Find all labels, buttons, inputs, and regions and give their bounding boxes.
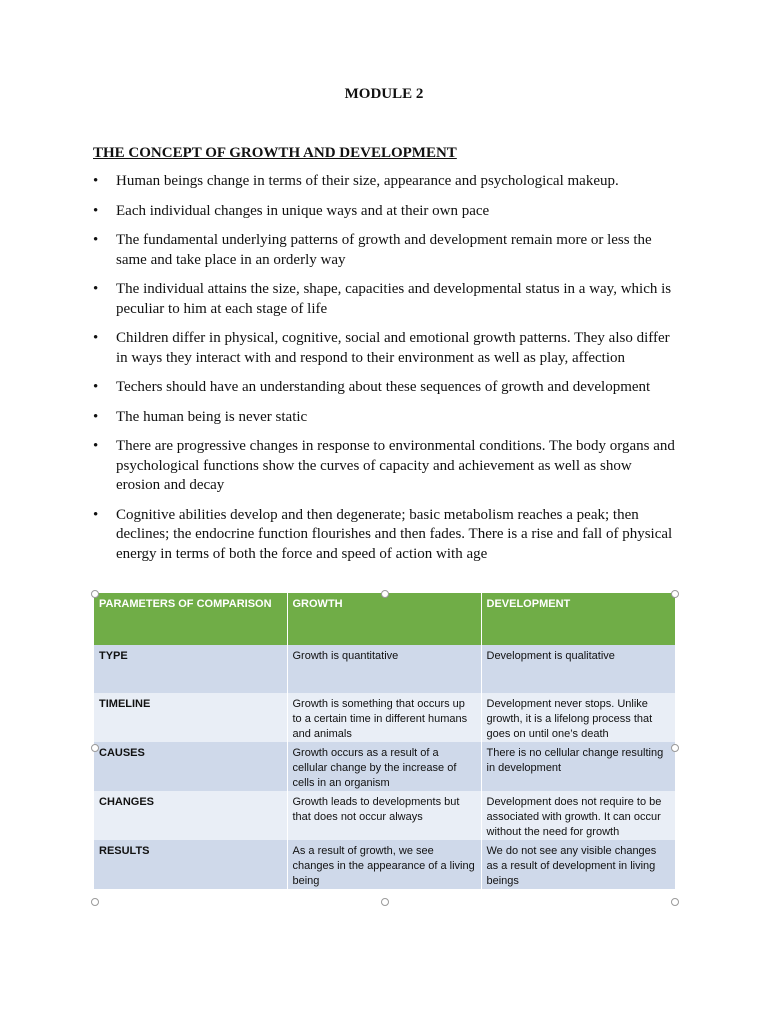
bullet-list: [93, 172, 678, 574]
table-row: [94, 742, 675, 791]
bullet-text: The fundamental underlying patterns of growth and development remain more or less the same and take place in an orderly way: [116, 232, 652, 268]
param-cell: TIMELINE: [94, 693, 287, 742]
param-cell: CAUSES: [94, 742, 287, 791]
development-cell: There is no cellular change resulting in development: [481, 742, 675, 791]
param-cell: CHANGES: [94, 791, 287, 840]
header-development: DEVELOPMENT: [481, 593, 675, 645]
bullet-text: The individual attains the size, shape, capacities and developmental status in a way, which is peculiar to him at each stage of life: [116, 281, 672, 317]
development-cell: We do not see any visible changes as a result of development in living beings: [481, 840, 675, 889]
resize-handle-bottom-right[interactable]: [671, 898, 679, 906]
bullet-text: Human beings change in terms of their size, appearance and psychological makeup.: [116, 173, 619, 189]
table-header-row: [94, 593, 675, 645]
bullet-text: Children differ in physical, cognitive, social and emotional growth patterns. They also differ in ways they interact with and respond to their environment as well as play, affection: [116, 330, 670, 366]
bullet-item: [93, 202, 678, 222]
bullet-dot: •: [93, 232, 99, 248]
bullet-item: [93, 437, 678, 496]
growth-cell: Growth leads to developments but that does not occur always: [287, 791, 481, 840]
comparison-table: [94, 593, 676, 889]
bullet-text: Each individual changes in unique ways and at their own pace: [116, 202, 490, 219]
bullet-item: [93, 280, 678, 319]
header-growth: GROWTH: [287, 593, 481, 645]
bullet-text: There are progressive changes in response to environmental conditions. The body organs and psychological functions show the curves of capacity and achievement as well as show erosion and decay: [116, 438, 675, 493]
bullet-dot: •: [93, 173, 99, 189]
table-row: [94, 840, 675, 889]
header-parameters: PARAMETERS OF COMPARISON: [94, 593, 287, 645]
resize-handle-top-center[interactable]: [381, 590, 389, 598]
development-cell: Development never stops. Unlike growth, it is a lifelong process that goes on until one’s death: [481, 693, 675, 742]
comparison-table-image[interactable]: [94, 593, 675, 902]
growth-cell: Growth is quantitative: [287, 645, 481, 693]
resize-handle-middle-left[interactable]: [91, 744, 99, 752]
resize-handle-top-right[interactable]: [671, 590, 679, 598]
bullet-text: Cognitive abilities develop and then degenerate; basic metabolism reaches a peak; then declines; the endocrine function flourishes and then fades. There is a rise and fall of physical energy in terms of both the force and speed of action with age: [116, 506, 673, 562]
bullet-dot: •: [93, 506, 99, 523]
resize-handle-middle-right[interactable]: [671, 744, 679, 752]
resize-handle-top-left[interactable]: [91, 590, 99, 598]
resize-handle-bottom-left[interactable]: [91, 898, 99, 906]
growth-cell: Growth is something that occurs up to a certain time in different humans and animals: [287, 693, 481, 742]
bullet-item: [93, 378, 678, 398]
development-cell: Development does not require to be associated with growth. It can occur without the need for growth: [481, 791, 675, 840]
bullet-text: Techers should have an understanding about these sequences of growth and development: [116, 379, 651, 395]
bullet-item: [93, 408, 678, 428]
bullet-item: [93, 506, 678, 565]
param-cell: RESULTS: [94, 840, 287, 889]
bullet-text: The human being is never static: [116, 408, 308, 425]
table-row: [94, 645, 675, 693]
module-title: MODULE 2: [344, 86, 424, 102]
table-row: [94, 693, 675, 742]
bullet-item: [93, 231, 678, 270]
bullet-item: [93, 329, 678, 368]
resize-handle-bottom-center[interactable]: [381, 898, 389, 906]
bullet-dot: •: [93, 379, 99, 395]
bullet-dot: •: [93, 281, 99, 297]
bullet-dot: •: [93, 330, 99, 346]
development-cell: Development is qualitative: [481, 645, 675, 693]
param-cell: TYPE: [94, 645, 287, 693]
bullet-dot: •: [93, 438, 99, 454]
growth-cell: As a result of growth, we see changes in the appearance of a living being: [287, 840, 481, 889]
table-row: [94, 791, 675, 840]
bullet-dot: •: [93, 408, 99, 425]
bullet-dot: •: [93, 202, 99, 219]
section-heading: THE CONCEPT OF GROWTH AND DEVELOPMENT: [93, 145, 457, 161]
growth-cell: Growth occurs as a result of a cellular change by the increase of cells in an organism: [287, 742, 481, 791]
bullet-item: [93, 172, 678, 192]
